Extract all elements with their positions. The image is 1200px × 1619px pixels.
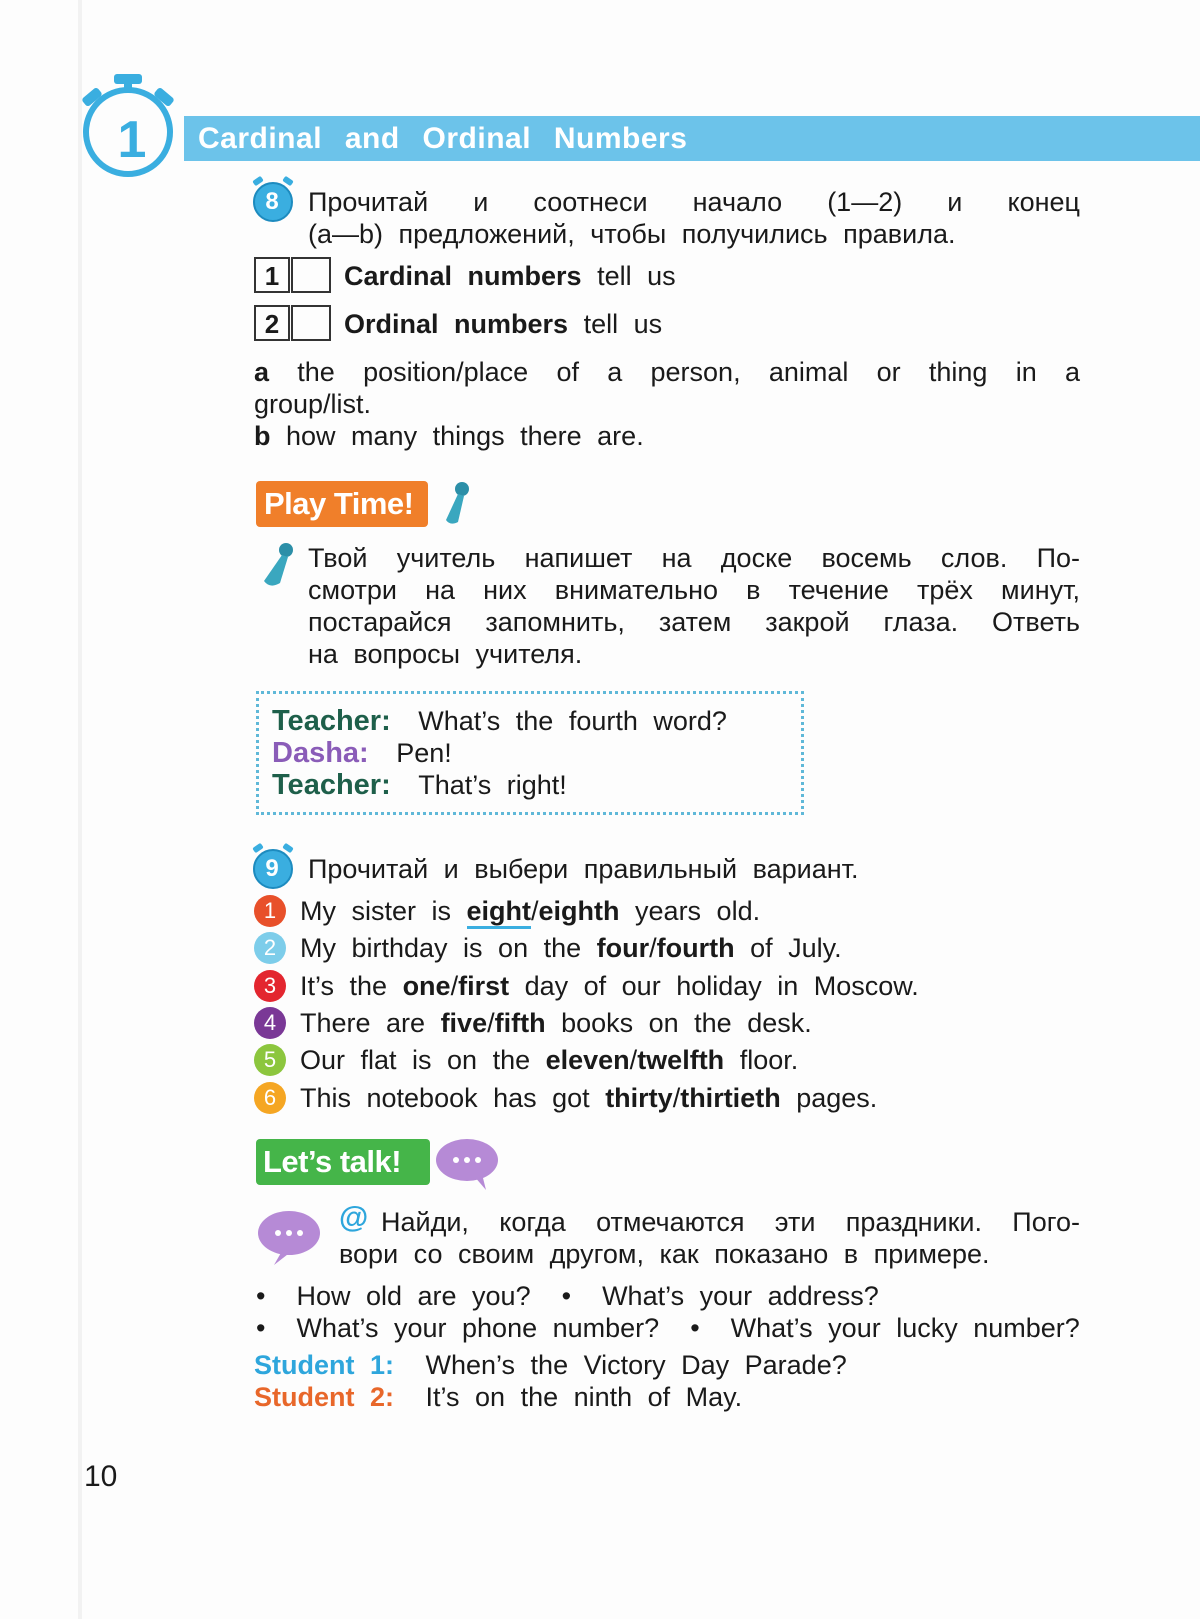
- play-time-line: на вопросы учителя.: [308, 639, 583, 669]
- unit-number: 1: [117, 111, 147, 169]
- answer-box[interactable]: [291, 305, 331, 341]
- exercise9-instruction: Прочитай и выбери правильный вариант.: [308, 854, 859, 884]
- choice-option[interactable]: twelfth: [637, 1045, 725, 1075]
- dialog-line: Dasha: Pen!: [272, 737, 452, 769]
- item-number-circle: 5: [254, 1044, 286, 1076]
- choice-option[interactable]: fifth: [494, 1008, 546, 1038]
- page-title: Cardinal and Ordinal Numbers: [198, 122, 688, 155]
- item-number-circle: 6: [254, 1082, 286, 1114]
- choice-option[interactable]: eight: [467, 896, 532, 929]
- play-time-line: Твой учитель напишет на доске восемь слов. По-: [308, 543, 1080, 573]
- dialog-line: Teacher: What’s the fourth word?: [272, 705, 727, 737]
- choice-sentence: This notebook has got thirty/thirtieth pages.: [300, 1083, 878, 1113]
- play-time-line: постарайся запомнить, затем закрой глаза. Ответь: [308, 607, 1080, 637]
- rule-row: Cardinal numbers tell us: [344, 261, 676, 291]
- lets-talk-line: Найди, когда отмечаются эти праздники. Пого-: [381, 1207, 1080, 1237]
- exercise8-instruction-line1: Прочитай и соотнеси начало (1—2) и конец: [308, 187, 1080, 217]
- choice-option[interactable]: eleven: [545, 1045, 630, 1075]
- choice-option[interactable]: eighth: [538, 896, 620, 926]
- internet-icon: @: [339, 1201, 369, 1234]
- option-a-line2: group/list.: [254, 389, 372, 419]
- item-number-circle: 1: [254, 895, 286, 927]
- choice-option[interactable]: fourth: [656, 933, 735, 963]
- choice-option[interactable]: thirty: [605, 1083, 673, 1113]
- speech-bubble-icon: [256, 1207, 322, 1265]
- option-a-line1: a the position/place of a person, animal or thing in a: [254, 357, 1080, 387]
- item-number-circle: 2: [254, 932, 286, 964]
- play-time-label: Play Time!: [264, 486, 414, 521]
- choice-sentence: My birthday is on the four/fourth of July.: [300, 933, 842, 963]
- speech-bubble-icon: [434, 1136, 500, 1192]
- lets-talk-line: вори со своим другом, как показано в примере.: [339, 1239, 990, 1269]
- rule-row: Ordinal numbers tell us: [344, 309, 663, 339]
- page-number: 10: [84, 1460, 118, 1493]
- choice-option[interactable]: first: [458, 971, 510, 1001]
- dialog-line: Teacher: That’s right!: [272, 769, 567, 801]
- page-edge: [78, 0, 82, 1619]
- answer-box[interactable]: [291, 257, 331, 293]
- game-piece-icon: [432, 480, 472, 530]
- item-number-circle: 4: [254, 1007, 286, 1039]
- row-number-box: 2: [254, 305, 290, 341]
- choice-sentence: My sister is eight/eighth years old.: [300, 895, 760, 928]
- choice-sentence: Our flat is on the eleven/twelfth floor.: [300, 1045, 799, 1075]
- choice-sentence: It’s the one/first day of our holiday in Moscow.: [300, 971, 919, 1001]
- student-line: Student 1: When’s the Victory Day Parade?: [254, 1350, 847, 1380]
- choice-option[interactable]: thirtieth: [680, 1083, 781, 1113]
- item-number-circle: 3: [254, 970, 286, 1002]
- student-line: Student 2: It’s on the ninth of May.: [254, 1382, 743, 1412]
- question-bullets: • How old are you? • What’s your address?: [256, 1281, 879, 1311]
- choice-option[interactable]: one: [402, 971, 451, 1001]
- exercise-number: 8: [265, 188, 279, 215]
- question-bullets: • What’s your phone number? • What’s your lucky number?: [256, 1313, 1080, 1343]
- option-b: b how many things there are.: [254, 421, 644, 451]
- choice-option[interactable]: four: [596, 933, 650, 963]
- choice-option[interactable]: five: [440, 1008, 488, 1038]
- exercise-number: 9: [265, 855, 279, 882]
- exercise8-instruction-line2: (a—b) предложений, чтобы получились правила.: [308, 219, 956, 249]
- row-number-box: 1: [254, 257, 290, 293]
- choice-sentence: There are five/fifth books on the desk.: [300, 1008, 812, 1038]
- play-time-line: смотри на них внимательно в течение трёх минут,: [308, 575, 1080, 605]
- game-piece-icon: [256, 541, 296, 591]
- lets-talk-label: Let’s talk!: [263, 1144, 402, 1179]
